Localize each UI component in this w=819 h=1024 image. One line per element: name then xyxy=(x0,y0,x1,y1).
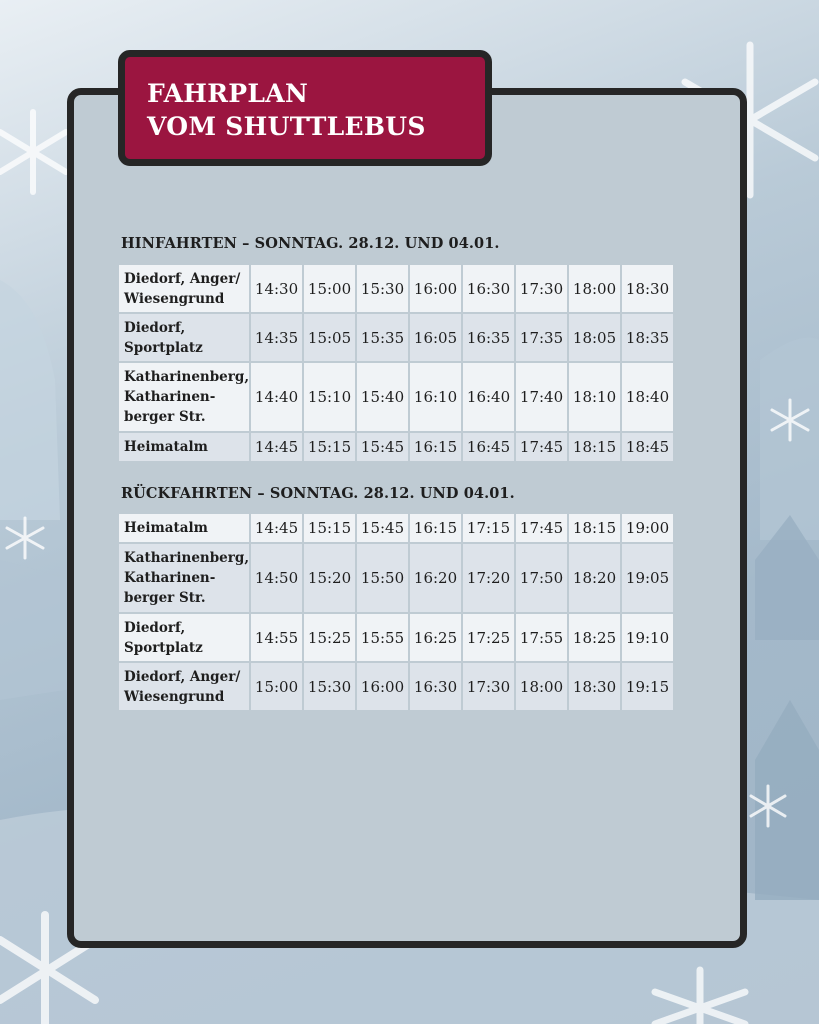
time-cell: 18:15 xyxy=(569,514,620,542)
time-cell: 18:35 xyxy=(622,314,673,361)
time-cell: 17:15 xyxy=(463,514,514,542)
stop-line: Sportplatz xyxy=(124,639,203,656)
time-cell: 16:45 xyxy=(463,433,514,461)
table-row xyxy=(119,614,673,661)
time-cell: 18:30 xyxy=(569,663,620,710)
snowflake-icon-small-left xyxy=(7,518,43,558)
stop-cell xyxy=(119,314,249,361)
time-cell: 15:15 xyxy=(304,433,355,461)
time-cell: 15:25 xyxy=(304,614,355,661)
time-cell: 17:55 xyxy=(516,614,567,661)
stop-cell xyxy=(119,614,249,661)
time-cell: 18:20 xyxy=(569,544,620,612)
time-cell: 15:20 xyxy=(304,544,355,612)
outbound-table xyxy=(117,263,675,463)
stop-cell xyxy=(119,363,249,431)
time-cell: 19:05 xyxy=(622,544,673,612)
time-cell: 18:45 xyxy=(622,433,673,461)
time-cell: 15:10 xyxy=(304,363,355,431)
stop-line: Heimatalm xyxy=(124,439,208,455)
return-table xyxy=(117,512,675,712)
time-cell: 17:20 xyxy=(463,544,514,612)
time-cell: 17:45 xyxy=(516,433,567,461)
time-cell: 18:15 xyxy=(569,433,620,461)
stop-cell xyxy=(119,544,249,612)
time-cell: 14:40 xyxy=(251,363,302,431)
time-cell: 15:45 xyxy=(357,433,408,461)
time-cell: 14:30 xyxy=(251,265,302,312)
stop-line: Diedorf, Anger/ xyxy=(124,668,241,685)
time-cell: 16:00 xyxy=(410,265,461,312)
table-row xyxy=(119,544,673,612)
time-cell: 15:35 xyxy=(357,314,408,361)
time-cell: 16:10 xyxy=(410,363,461,431)
stop-cell xyxy=(119,433,249,461)
table-row xyxy=(119,514,673,542)
time-cell: 19:15 xyxy=(622,663,673,710)
stop-cell xyxy=(119,663,249,710)
time-cell: 15:55 xyxy=(357,614,408,661)
stop-line: Katharinen- xyxy=(124,570,216,586)
stop-line: berger Str. xyxy=(124,409,206,425)
stop-line: Diedorf, xyxy=(124,619,186,636)
stop-line: Wiesengrund xyxy=(124,688,225,705)
time-cell: 18:00 xyxy=(516,663,567,710)
time-cell: 17:25 xyxy=(463,614,514,661)
table-row xyxy=(119,265,673,312)
stop-line: Katharinen- xyxy=(124,389,216,405)
time-cell: 16:30 xyxy=(463,265,514,312)
title-banner xyxy=(118,50,492,166)
time-cell: 16:15 xyxy=(410,514,461,542)
time-cell: 17:30 xyxy=(463,663,514,710)
stop-line: Katharinenberg, xyxy=(124,550,250,566)
time-cell: 18:00 xyxy=(569,265,620,312)
time-cell: 15:00 xyxy=(304,265,355,312)
time-cell: 17:50 xyxy=(516,544,567,612)
time-cell: 18:25 xyxy=(569,614,620,661)
time-cell: 15:45 xyxy=(357,514,408,542)
stop-line: Sportplatz xyxy=(124,339,203,356)
time-cell: 16:05 xyxy=(410,314,461,361)
time-cell: 16:25 xyxy=(410,614,461,661)
title-line-2: VOM SHUTTLEBUS xyxy=(147,112,426,141)
time-cell: 18:30 xyxy=(622,265,673,312)
time-cell: 15:15 xyxy=(304,514,355,542)
time-cell: 18:40 xyxy=(622,363,673,431)
time-cell: 14:45 xyxy=(251,433,302,461)
table-row xyxy=(119,363,673,431)
stop-cell xyxy=(119,514,249,542)
time-cell: 17:30 xyxy=(516,265,567,312)
time-cell: 18:05 xyxy=(569,314,620,361)
return-heading: RÜCKFAHRTEN – SONNTAG. 28.12. UND 04.01. xyxy=(121,485,515,502)
time-cell: 16:40 xyxy=(463,363,514,431)
time-cell: 19:10 xyxy=(622,614,673,661)
time-cell: 16:00 xyxy=(357,663,408,710)
time-cell: 17:40 xyxy=(516,363,567,431)
time-cell: 16:20 xyxy=(410,544,461,612)
snowflake-icon-left xyxy=(0,112,66,192)
time-cell: 16:15 xyxy=(410,433,461,461)
table-row xyxy=(119,663,673,710)
time-cell: 14:55 xyxy=(251,614,302,661)
stop-cell xyxy=(119,265,249,312)
time-cell: 15:00 xyxy=(251,663,302,710)
time-cell: 16:35 xyxy=(463,314,514,361)
time-cell: 14:45 xyxy=(251,514,302,542)
time-cell: 16:30 xyxy=(410,663,461,710)
time-cell: 15:05 xyxy=(304,314,355,361)
table-row xyxy=(119,433,673,461)
time-cell: 15:40 xyxy=(357,363,408,431)
time-cell: 15:50 xyxy=(357,544,408,612)
table-row xyxy=(119,314,673,361)
stop-line: Katharinenberg, xyxy=(124,369,250,385)
outbound-heading: HINFAHRTEN – SONNTAG. 28.12. UND 04.01. xyxy=(121,235,500,252)
time-cell: 18:10 xyxy=(569,363,620,431)
time-cell: 15:30 xyxy=(357,265,408,312)
stop-line: berger Str. xyxy=(124,590,206,606)
time-cell: 19:00 xyxy=(622,514,673,542)
time-cell: 17:35 xyxy=(516,314,567,361)
stop-line: Wiesengrund xyxy=(124,290,225,307)
time-cell: 17:45 xyxy=(516,514,567,542)
time-cell: 14:50 xyxy=(251,544,302,612)
title-line-1: FAHRPLAN xyxy=(147,79,309,108)
time-cell: 15:30 xyxy=(304,663,355,710)
time-cell: 14:35 xyxy=(251,314,302,361)
stop-line: Diedorf, xyxy=(124,319,186,336)
stop-line: Diedorf, Anger/ xyxy=(124,270,241,287)
stop-line: Heimatalm xyxy=(124,520,208,536)
